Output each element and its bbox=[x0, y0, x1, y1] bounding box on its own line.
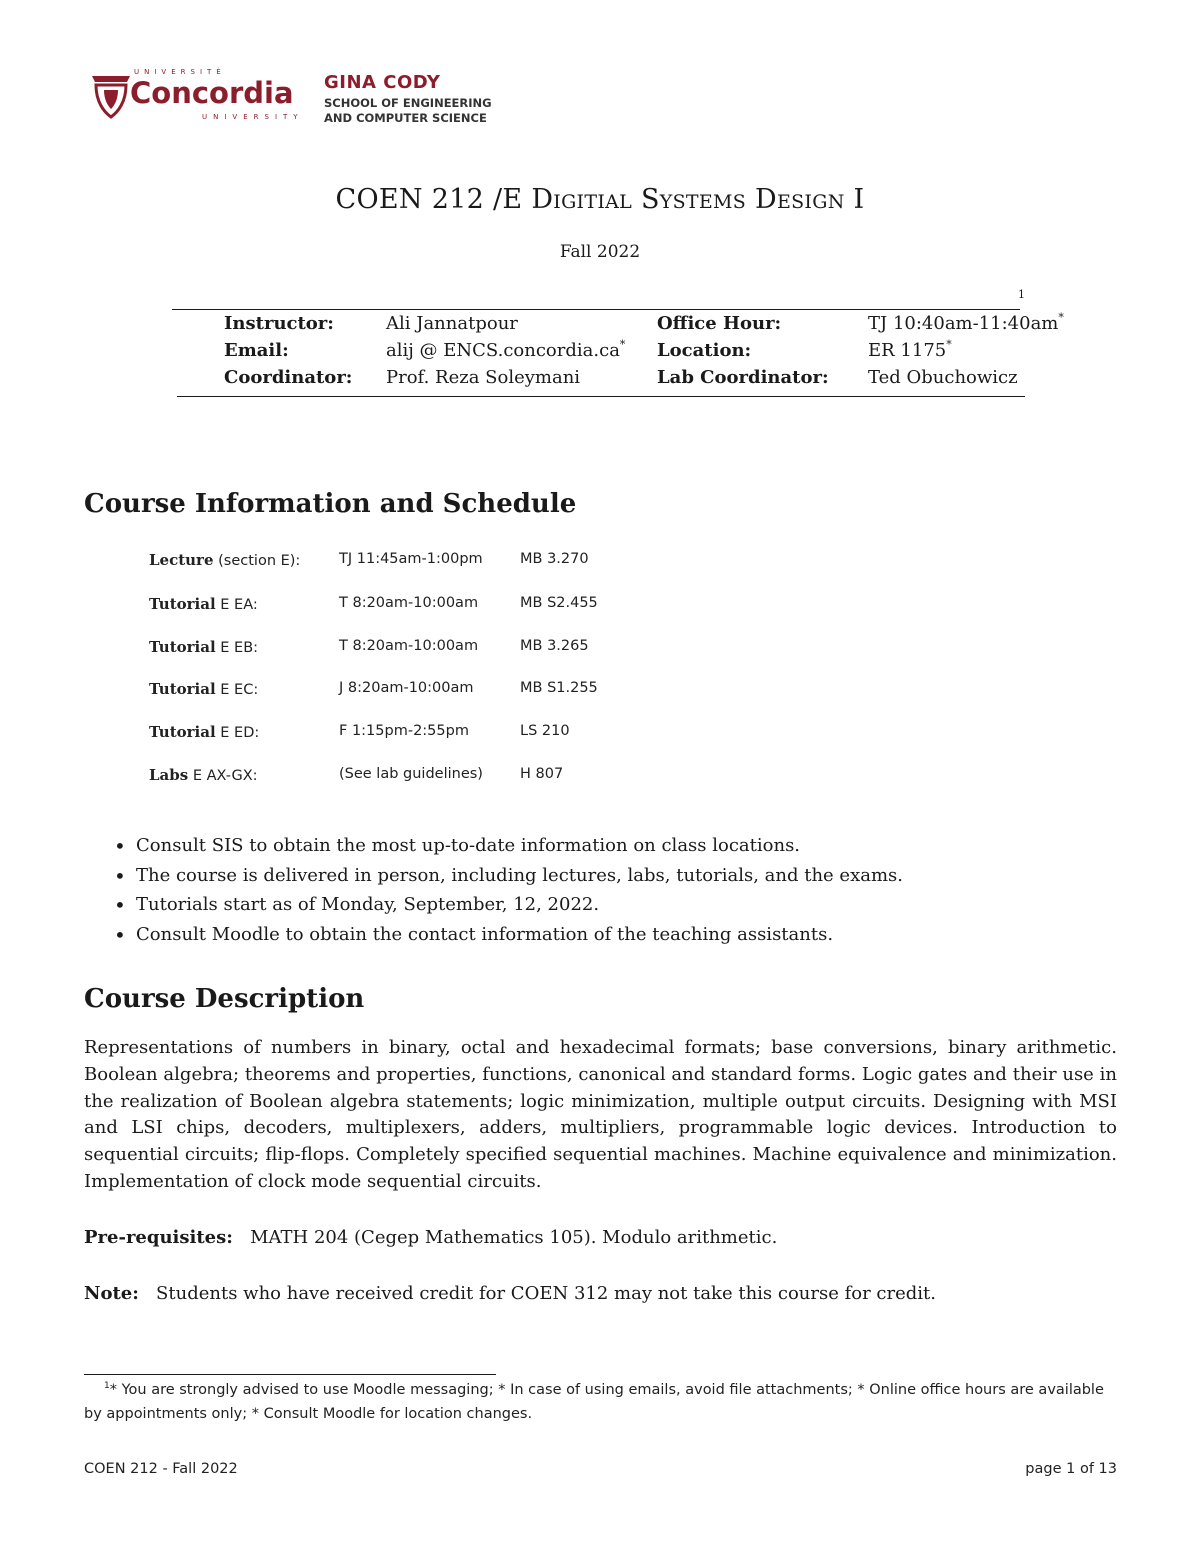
schedule-row-room: MB 3.265 bbox=[520, 638, 589, 654]
logo-faculty-name: GINA CODY bbox=[324, 72, 441, 93]
schedule-notes-list bbox=[110, 835, 903, 953]
schedule-row-time: (See lab guidelines) bbox=[339, 766, 483, 782]
note-label: Note: bbox=[84, 1283, 139, 1304]
university-logo bbox=[90, 66, 510, 130]
lab-coordinator-label: Lab Coordinator: bbox=[657, 367, 829, 388]
list-item: • Tutorials start as of Monday, September, 12, 2022. bbox=[110, 894, 903, 924]
logo-university-top: UNIVERSITÉ bbox=[134, 68, 226, 76]
logo-university-bottom: UNIVERSITY bbox=[202, 113, 304, 121]
schedule-row-time: TJ 11:45am-1:00pm bbox=[339, 551, 483, 567]
email-value: alij @ ENCS.concordia.ca* bbox=[386, 338, 626, 361]
email-label: Email: bbox=[224, 340, 289, 361]
schedule-row-type: Labs E AX-GX: bbox=[149, 766, 258, 784]
coordinator-value: Prof. Reza Soleymani bbox=[386, 367, 581, 388]
footer-course: COEN 212 - Fall 2022 bbox=[84, 1461, 238, 1477]
schedule-row-room: MB S1.255 bbox=[520, 680, 598, 696]
description-heading: Course Description bbox=[84, 984, 365, 1014]
location-label: Location: bbox=[657, 340, 752, 361]
footnote-text: * You are strongly advised to use Moodle messaging; * In case of using emails, avoid file attachments; * Online office hours are available by appointments only; * Consult Moodle for location changes. bbox=[84, 1382, 1104, 1422]
footnote-rule bbox=[84, 1374, 496, 1375]
schedule-row-type: Tutorial E EB: bbox=[149, 638, 259, 656]
schedule-row-time: F 1:15pm-2:55pm bbox=[339, 723, 469, 739]
schedule-row-time: J 8:20am-10:00am bbox=[339, 680, 474, 696]
prerequisites-value: MATH 204 (Cegep Mathematics 105). Modulo arithmetic. bbox=[250, 1227, 778, 1248]
info-bottom-rule bbox=[177, 396, 1025, 397]
course-term: Fall 2022 bbox=[559, 242, 641, 262]
footnote: $^1$* You are strongly advised to use Moodle messaging; * In case of using emails, avoid file attachments; * Online office hours are available by appointments only; * Consult Moodle for location changes. bbox=[84, 1381, 1104, 1422]
schedule-row-time: T 8:20am-10:00am bbox=[339, 595, 479, 611]
logo-university-name: Concordia bbox=[130, 76, 294, 110]
instructor-label: Instructor: bbox=[224, 313, 334, 334]
schedule-row-type: Tutorial E ED: bbox=[149, 723, 260, 741]
list-item: • The course is delivered in person, including lectures, labs, tutorials, and the exams. bbox=[110, 865, 903, 895]
concordia-crest-icon bbox=[90, 70, 132, 120]
list-item: • Consult Moodle to obtain the contact information of the teaching assistants. bbox=[110, 924, 903, 954]
schedule-heading: Course Information and Schedule bbox=[84, 489, 577, 519]
office-hour-value: TJ 10:40am-11:40am* bbox=[868, 311, 1064, 334]
lab-coordinator-value: Ted Obuchowicz bbox=[868, 367, 1018, 388]
prerequisites bbox=[84, 1227, 777, 1248]
course-title bbox=[0, 184, 1200, 215]
logo-faculty-subtitle: SCHOOL OF ENGINEERING AND COMPUTER SCIENCE bbox=[324, 96, 492, 125]
footnote-reference: 1 bbox=[1018, 288, 1025, 301]
schedule-row-type: Tutorial E EA: bbox=[149, 595, 258, 613]
description-body: Representations of numbers in binary, octal and hexadecimal formats; base conversions, binary arithmetic. Boolean algebra; theorems and properties, functions, canonical and standard forms. Logic gates and their use in the realization of Boolean algebra statements; logic minimization, multiple output circuits. Designing with MSI and LSI chips, decoders, multiplexers, adders, multipliers, programmable logic devices. Introduction to sequential circuits; flip-flops. Completely specified sequential machines. Machine equivalence and minimization. Implementation of clock mode sequential circuits. bbox=[84, 1037, 1117, 1192]
schedule-row-room: H 807 bbox=[520, 766, 564, 782]
office-hour-label: Office Hour: bbox=[657, 313, 782, 334]
instructor-value: Ali Jannatpour bbox=[386, 313, 518, 334]
list-item: • Consult SIS to obtain the most up-to-date information on class locations. bbox=[110, 835, 903, 865]
schedule-row-room: MB 3.270 bbox=[520, 551, 589, 567]
course-code: COEN 212 /E bbox=[335, 184, 523, 215]
schedule-row-room: LS 210 bbox=[520, 723, 570, 739]
note-value: Students who have received credit for COEN 312 may not take this course for credit. bbox=[156, 1283, 937, 1304]
coordinator-label: Coordinator: bbox=[224, 367, 353, 388]
course-name: Digitial Systems Design I bbox=[531, 184, 865, 215]
footer-page-number: page 1 of 13 bbox=[1025, 1461, 1117, 1477]
info-top-rule bbox=[172, 309, 1020, 310]
schedule-row-time: T 8:20am-10:00am bbox=[339, 638, 479, 654]
schedule-row-type: Tutorial E EC: bbox=[149, 680, 259, 698]
schedule-row-room: MB S2.455 bbox=[520, 595, 598, 611]
prerequisites-label: Pre-requisites: bbox=[84, 1227, 233, 1248]
schedule-row-type: Lecture (section E): bbox=[149, 551, 301, 569]
credit-note bbox=[84, 1283, 936, 1304]
location-value: ER 1175* bbox=[868, 338, 952, 361]
